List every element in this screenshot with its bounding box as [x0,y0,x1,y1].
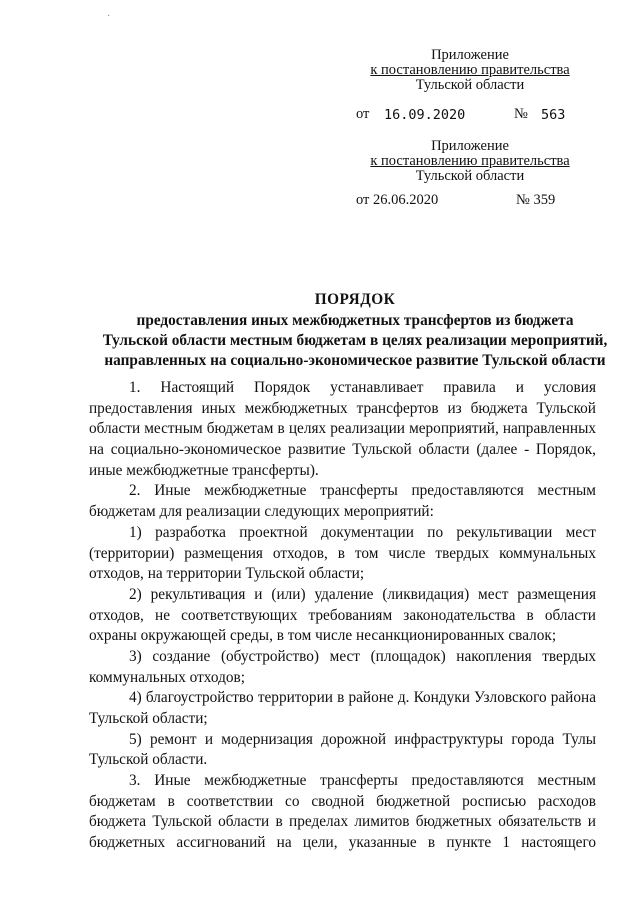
body-line: 3. Иные межбюджетные трансферты предоставляются местным [129,772,596,790]
body-line: отходов, не соответствующих требованиям законодательства в области [89,606,596,624]
body-line: охраны окружающей среды, в том числе несанкционированных свалок; [89,627,557,645]
date-label: от [356,106,370,122]
body-line: Тульской области. [89,751,208,769]
body-line: (территории) размещения отходов, в том числе твердых коммунальных [89,544,596,562]
body-line: бюджетных ассигнований на цели, указанные в пункте 1 настоящего [89,834,596,852]
body-line: бюджетам для реализации следующих мероприятий: [89,503,434,521]
body-line: иные межбюджетные трансферты). [89,461,319,479]
subtitle-line: Тульской области местным бюджетам в целях реализации мероприятий, [102,332,608,349]
appendix-line: Тульской области [415,77,525,93]
number-label: № [514,106,528,122]
resolution-date: 16.09.2020 [384,107,466,123]
body-line: коммунальных отходов; [89,668,245,686]
body-line: 4) благоустройство территории в районе д. Кондуки Узловского района [129,689,596,707]
appendix-header-original [355,139,585,184]
scan-mark: · [107,11,111,22]
original-date: от 26.06.2020 [356,192,439,208]
body-line: бюджетам в соответствии со сводной бюджетной росписью расходов [89,792,596,810]
subtitle-line: направленных на социально-экономическое развитие Тульской области [104,352,606,369]
document-subtitle [60,311,640,371]
body-line: отходов, на территории Тульской области; [89,565,365,583]
body-line: предоставления иных межбюджетных трансфертов из бюджета Тульской [89,399,596,417]
document-body [89,378,596,854]
body-line: 2) рекультивация и (или) удаление (ликвидация) мест размещения [129,585,596,603]
appendix-line: Приложение [431,47,509,63]
body-line: области местным бюджетам в целях реализации мероприятий, направленных [89,420,596,438]
body-line: 1. Настоящий Порядок устанавливает правила и условия [129,379,596,396]
body-line: 1) разработка проектной документации по рекультивации мест [129,523,596,541]
body-line: бюджета Тульской области в пределах лимитов бюджетных обязательств и [89,813,596,831]
body-line: 3) создание (обустройство) мест (площадок) накопления твердых [129,647,596,665]
document-heading: ПОРЯДОК [314,291,396,308]
appendix-line: Тульской области [415,168,525,184]
body-line: 2. Иные межбюджетные трансферты предоставляются местным [129,482,596,500]
appendix-line: к постановлению правительства [370,153,570,169]
body-line: 5) ремонт и модернизация дорожной инфраструктуры города Тулы [129,730,596,748]
body-line: на социально-экономическое развитие Тульской области (далее - Порядок, [89,441,596,459]
appendix-line: к постановлению правительства [370,62,570,78]
appendix-line: Приложение [431,138,509,154]
subtitle-line: предоставления иных межбюджетных трансфертов из бюджета [136,312,574,329]
appendix-header-current [355,48,585,93]
original-number: № 359 [516,192,556,208]
resolution-number: 563 [541,107,566,123]
body-line: Тульской области; [89,710,208,727]
